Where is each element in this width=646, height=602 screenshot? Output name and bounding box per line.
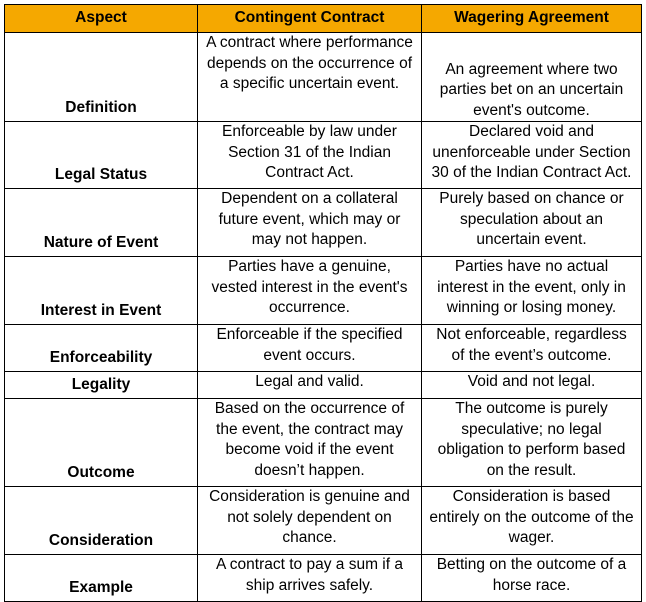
aspect-cell: Definition: [5, 33, 198, 122]
contingent-cell: Based on the occurrence of the event, the contract may become void if the event doesn’t happen.: [198, 399, 422, 487]
header-row: [5, 5, 642, 33]
table-row: [5, 257, 642, 325]
contingent-cell: Parties have a genuine, vested interest in the event's occurrence.: [198, 257, 422, 325]
contingent-cell: Enforceable by law under Section 31 of the Indian Contract Act.: [198, 122, 422, 189]
table-row: [5, 325, 642, 372]
table-row: [5, 33, 642, 122]
wagering-cell: Parties have no actual interest in the event, only in winning or losing money.: [422, 257, 642, 325]
wagering-cell: Consideration is based entirely on the outcome of the wager.: [422, 487, 642, 555]
header-contingent-contract: Contingent Contract: [198, 5, 422, 33]
table-row: [5, 487, 642, 555]
aspect-cell: Outcome: [5, 399, 198, 487]
table-row: [5, 372, 642, 399]
table-row: [5, 399, 642, 487]
wagering-cell: Void and not legal.: [422, 372, 642, 399]
comparison-table: [4, 4, 642, 602]
header-wagering-agreement: Wagering Agreement: [422, 5, 642, 33]
contingent-cell: A contract to pay a sum if a ship arrives safely.: [198, 555, 422, 602]
wagering-cell: Purely based on chance or speculation about an uncertain event.: [422, 189, 642, 257]
table-row: [5, 122, 642, 189]
contingent-cell: Enforceable if the specified event occurs.: [198, 325, 422, 372]
wagering-cell: Betting on the outcome of a horse race.: [422, 555, 642, 602]
contingent-cell: Dependent on a collateral future event, which may or may not happen.: [198, 189, 422, 257]
aspect-cell: Example: [5, 555, 198, 602]
table-row: [5, 555, 642, 602]
wagering-cell: Not enforceable, regardless of the event’s outcome.: [422, 325, 642, 372]
aspect-cell: Nature of Event: [5, 189, 198, 257]
aspect-cell: Interest in Event: [5, 257, 198, 325]
contingent-cell: A contract where performance depends on the occurrence of a specific uncertain event.: [198, 33, 422, 122]
contingent-cell: Consideration is genuine and not solely dependent on chance.: [198, 487, 422, 555]
table-row: [5, 189, 642, 257]
header-aspect: Aspect: [5, 5, 198, 33]
wagering-cell: Declared void and unenforceable under Section 30 of the Indian Contract Act.: [422, 122, 642, 189]
aspect-cell: Enforceability: [5, 325, 198, 372]
contingent-cell: Legal and valid.: [198, 372, 422, 399]
wagering-cell: An agreement where two parties bet on an uncertain event's outcome.: [422, 33, 642, 122]
aspect-cell: Legality: [5, 372, 198, 399]
wagering-cell: The outcome is purely speculative; no legal obligation to perform based on the result.: [422, 399, 642, 487]
aspect-cell: Consideration: [5, 487, 198, 555]
aspect-cell: Legal Status: [5, 122, 198, 189]
